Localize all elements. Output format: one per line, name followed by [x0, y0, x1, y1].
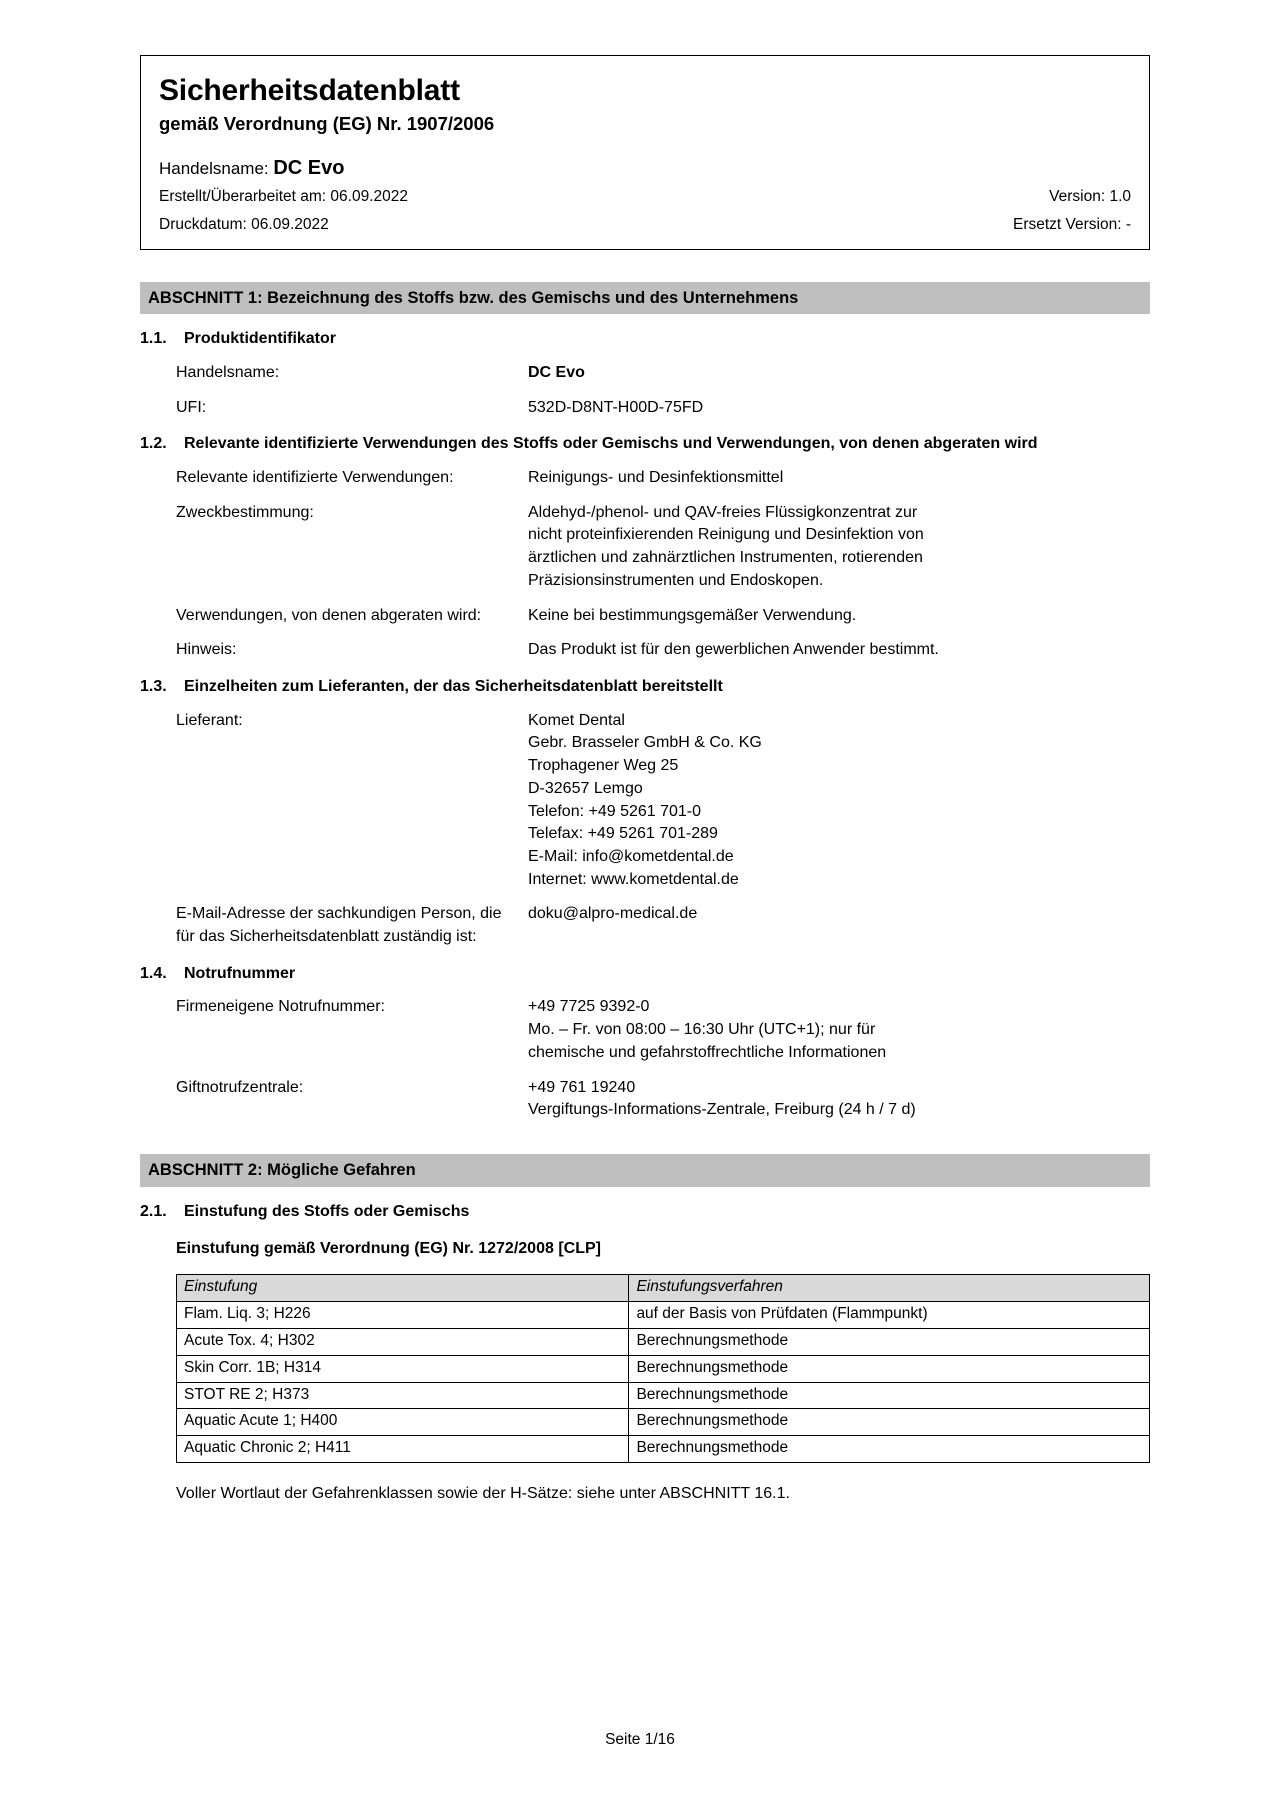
value-line: Keine bei bestimmungsgemäßer Verwendung.: [528, 606, 857, 624]
supplier-address-block: [528, 710, 1150, 892]
table-row: [177, 1436, 1150, 1463]
row-value: [528, 903, 1150, 948]
subsection-1-4-number: 1.4.: [140, 964, 167, 982]
table-row: [177, 1355, 1150, 1382]
section-2-banner: ABSCHNITT 2: Mögliche Gefahren: [140, 1154, 1150, 1187]
trade-name-label: Handelsname:: [159, 158, 269, 178]
supplier-phone: Telefon: +49 5261 701-0: [528, 802, 702, 820]
value-line: nicht proteinfixierenden Reinigung und Desinfektion von: [528, 526, 924, 544]
classification-table: [176, 1274, 1150, 1463]
regulation-subtitle: gemäß Verordnung (EG) Nr. 1907/2006: [159, 112, 495, 134]
emergency-phone: +49 7725 9392-0: [528, 998, 650, 1016]
subsection-2-1-number: 2.1.: [140, 1202, 167, 1220]
page-content: [140, 0, 1150, 1506]
subsection-1-2-title: Relevante identifizierte Verwendungen des Stoffs oder Gemischs und Verwendungen, von denen abgeraten wird: [184, 435, 1038, 453]
subsection-1-3-heading: [140, 676, 1150, 698]
row-label: UFI:: [176, 398, 207, 416]
row-value: 532D-D8NT-H00D-75FD: [528, 398, 704, 416]
supplier-name: Komet Dental: [528, 711, 625, 729]
row-value: [528, 605, 1150, 628]
row-company-emergency-number: [140, 996, 1150, 1064]
subsection-2-1-heading: [140, 1201, 1150, 1223]
row-value: [528, 467, 1150, 490]
row-ufi: [140, 397, 1150, 420]
trade-name-value: DC Evo: [273, 156, 345, 179]
cell-method: Berechnungsmethode: [629, 1328, 1150, 1355]
row-lieferant: [140, 710, 1150, 892]
poison-center-phone: +49 761 19240: [528, 1078, 636, 1096]
cell-classification: STOT RE 2; H373: [177, 1382, 629, 1409]
row-label: [176, 903, 528, 948]
column-header-einstufung: Einstufung: [177, 1274, 629, 1301]
emergency-hours-line-1: Mo. – Fr. von 08:00 – 16:30 Uhr (UTC+1); nur für: [528, 1021, 876, 1039]
row-relevante-verwendungen: [140, 467, 1150, 490]
row-value: DC Evo: [528, 363, 585, 381]
header-meta-row-2: [159, 213, 1131, 237]
subsection-1-4-heading: [140, 963, 1150, 985]
supplier-email: E-Mail: info@kometdental.de: [528, 847, 734, 865]
subsection-1-1-number: 1.1.: [140, 330, 167, 348]
cell-method: Berechnungsmethode: [629, 1409, 1150, 1436]
supplier-fax: Telefax: +49 5261 701-289: [528, 825, 718, 843]
cell-classification: Flam. Liq. 3; H226: [177, 1301, 629, 1328]
row-label: Handelsname:: [176, 363, 280, 381]
supplier-website: Internet: www.kometdental.de: [528, 870, 739, 888]
subsection-2-1-title: Einstufung des Stoffs oder Gemischs: [184, 1202, 470, 1220]
row-value: [528, 639, 1150, 662]
version-value: Version: 1.0: [1049, 187, 1131, 205]
value-line: Reinigungs- und Desinfektionsmittel: [528, 469, 784, 486]
row-label: Hinweis:: [176, 641, 237, 659]
created-revised-date: Erstellt/Überarbeitet am: 06.09.2022: [159, 187, 408, 205]
row-value: [528, 996, 1150, 1064]
row-abgeratene-verwendungen: [140, 605, 1150, 628]
print-date: Druckdatum: 06.09.2022: [159, 215, 329, 233]
cell-classification: Aquatic Chronic 2; H411: [177, 1436, 629, 1463]
supplier-legal-name: Gebr. Brasseler GmbH & Co. KG: [528, 734, 762, 752]
row-competent-person-email: [140, 903, 1150, 948]
subsection-1-3-number: 1.3.: [140, 678, 167, 696]
supplier-street: Trophagener Weg 25: [528, 757, 679, 775]
subsection-1-1-title: Produktidentifikator: [184, 330, 337, 348]
row-value: [528, 1077, 1150, 1122]
row-label: Lieferant:: [176, 711, 243, 729]
row-value: [528, 502, 1150, 593]
spacer: [140, 250, 1150, 282]
subsection-1-2-heading: [140, 433, 1150, 455]
subsection-1-4-title: Notrufnummer: [184, 964, 296, 982]
cell-method: Berechnungsmethode: [629, 1355, 1150, 1382]
hazard-statements-note: Voller Wortlaut der Gefahrenklassen sowie der H-Sätze: siehe unter ABSCHNITT 16.1.: [176, 1485, 790, 1503]
emergency-hours-line-2: chemische und gefahrstoffrechtliche Informationen: [528, 1043, 887, 1061]
row-label: Verwendungen, von denen abgeraten wird:: [176, 606, 482, 624]
value-line: Das Produkt ist für den gewerblichen Anwender bestimmt.: [528, 641, 939, 659]
table-header-row: [177, 1274, 1150, 1301]
cell-method: Berechnungsmethode: [629, 1382, 1150, 1409]
column-header-einstufungsverfahren: Einstufungsverfahren: [629, 1274, 1150, 1301]
trade-name-line: [159, 155, 1131, 181]
label-line: für das Sicherheitsdatenblatt zuständig ist:: [176, 928, 477, 946]
replaced-version-value: Ersetzt Version: -: [1012, 215, 1131, 233]
clp-classification-heading: Einstufung gemäß Verordnung (EG) Nr. 1272/2008 [CLP]: [176, 1240, 601, 1258]
page-footer: [0, 1731, 1280, 1749]
row-label: Giftnotrufzentrale:: [176, 1078, 304, 1096]
cell-method: Berechnungsmethode: [629, 1436, 1150, 1463]
cell-classification: Acute Tox. 4; H302: [177, 1328, 629, 1355]
label-line: E-Mail-Adresse der sachkundigen Person, die: [176, 905, 502, 923]
row-label: Zweckbestimmung:: [176, 503, 314, 521]
page-title: Sicherheitsdatenblatt: [159, 74, 460, 107]
document-header-box: [140, 55, 1150, 250]
value-line: Aldehyd-/phenol- und QAV-freies Flüssigkonzentrat zur: [528, 503, 918, 521]
header-meta-row-1: [159, 185, 1131, 209]
row-zweckbestimmung: [140, 502, 1150, 593]
value-line: ärztlichen und zahnärztlichen Instrumenten, rotierenden: [528, 549, 923, 567]
competent-person-email: doku@alpro-medical.de: [528, 905, 698, 923]
section-1-banner: ABSCHNITT 1: Bezeichnung des Stoffs bzw. des Gemischs und des Unternehmens: [140, 282, 1150, 315]
table-row: [177, 1328, 1150, 1355]
subsection-1-3-title: Einzelheiten zum Lieferanten, der das Sicherheitsdatenblatt bereitstellt: [184, 678, 723, 696]
table-row: [177, 1301, 1150, 1328]
row-handelsname: [140, 362, 1150, 385]
classification-table-wrapper: [140, 1274, 1150, 1463]
table-row: [177, 1409, 1150, 1436]
value-line: Präzisionsinstrumenten und Endoskopen.: [528, 571, 824, 589]
spacer: [140, 1122, 1150, 1154]
row-hinweis: [140, 639, 1150, 662]
table-row: [177, 1382, 1150, 1409]
cell-method: auf der Basis von Prüfdaten (Flammpunkt): [629, 1301, 1150, 1328]
row-label: Relevante identifizierte Verwendungen:: [176, 469, 454, 486]
subsection-1-1-heading: [140, 328, 1150, 350]
row-poison-center: [140, 1077, 1150, 1122]
cell-classification: Skin Corr. 1B; H314: [177, 1355, 629, 1382]
supplier-city: D-32657 Lemgo: [528, 779, 643, 797]
subsection-1-2-number: 1.2.: [140, 435, 167, 453]
poison-center-name: Vergiftungs-Informations-Zentrale, Freiburg (24 h / 7 d): [528, 1101, 916, 1119]
row-label: Firmeneigene Notrufnummer:: [176, 998, 385, 1016]
page-number: Seite 1/16: [605, 1731, 675, 1748]
cell-classification: Aquatic Acute 1; H400: [177, 1409, 629, 1436]
